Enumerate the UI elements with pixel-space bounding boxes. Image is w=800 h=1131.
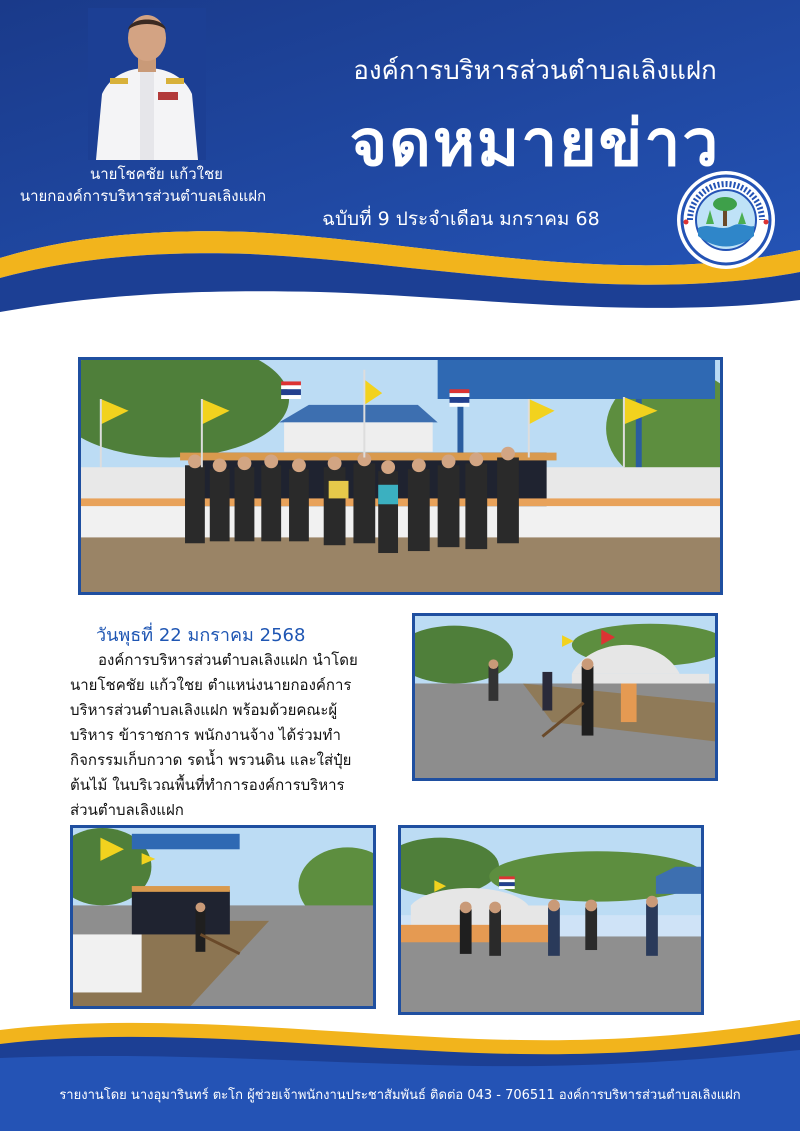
article-body: องค์การบริหารส่วนตำบลเลิงแฝก นำโดยนายโชคชัย แก้วใชย ตำแหน่งนายกองค์การบริหารส่วนตำบลเลิงแฝก พร้อมด้วยคณะผู้บริหาร ข้าราชการ พนักงานจ้าง ได้ร่วมทำกิจกรรมเก็บกวาด รดน้ำ พรวนดิน และใส่ปุ๋ยต้นไม้ ในบริเวณพื้นที่ทำการองค์การบริหารส่วนตำบลเลิงแฝก (70, 651, 358, 819)
group-photo (78, 357, 723, 595)
sweeping-photo-sign (70, 825, 376, 1009)
footer-banner (0, 1010, 800, 1131)
issue-info: ฉบับที่ 9 ประจำเดือน มกราคม 68 (322, 208, 600, 230)
article-date: วันพุธที่ 22 มกราคม 2568 (96, 625, 306, 646)
mayor-portrait (88, 8, 206, 160)
mayor-position: นายกองค์การบริหารส่วนตำบลเลิงแฝก (19, 187, 267, 205)
sweeping-photo-road (412, 613, 718, 781)
sweeping-photo-greenhouse (398, 825, 704, 1015)
footer-credit: รายงานโดย นางอุมารินทร์ ตะโก ผู้ช่วยเจ้าพนักงานประชาสัมพันธ์ ติดต่อ 043 - 706511 องค์การบริหารส่วนตำบลเลิงแฝก (59, 1088, 741, 1103)
newsletter-title: จดหมายข่าว (349, 107, 721, 181)
mayor-name: นายโชคชัย แก้วใชย (90, 165, 223, 183)
organization-name: องค์การบริหารส่วนตำบลเลิงแฝก (353, 56, 717, 86)
organization-seal-logo (676, 170, 776, 270)
